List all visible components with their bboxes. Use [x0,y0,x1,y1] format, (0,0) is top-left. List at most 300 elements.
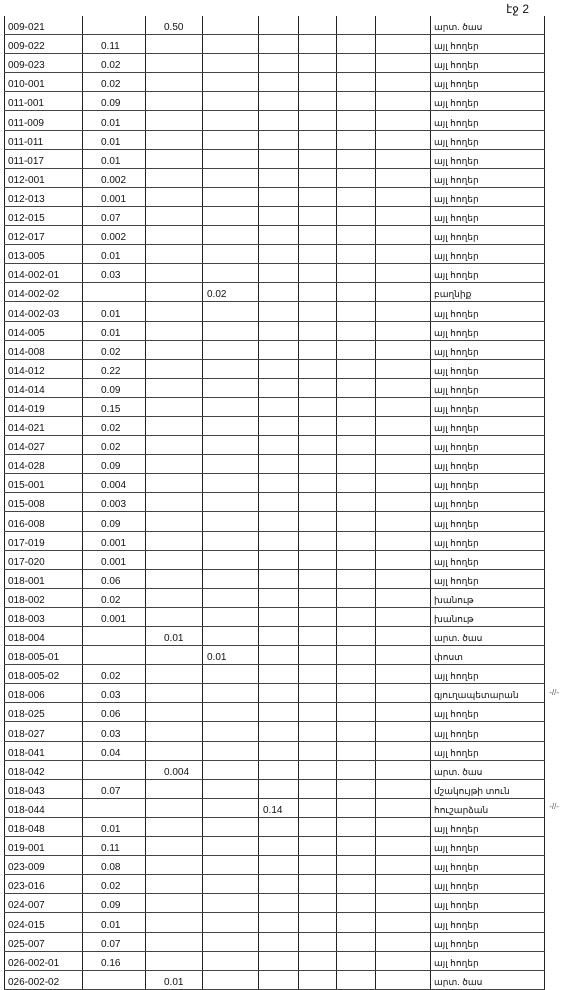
area-value-cell: 0.03 [83,684,146,703]
area-value-cell [259,607,299,626]
area-value-cell [146,703,203,722]
area-value-cell [203,111,259,130]
table-row [5,264,545,283]
area-value-cell [146,894,203,913]
area-value-cell [337,493,376,512]
area-value-cell [146,35,203,54]
area-value-cell [146,455,203,474]
parcel-code-cell: 012-013 [5,187,83,206]
area-value-cell [337,226,376,245]
area-value-cell [259,226,299,245]
parcel-code-cell: 014-002-01 [5,264,83,283]
area-value-cell [376,226,431,245]
area-value-cell [203,569,259,588]
parcel-code-cell: 014-027 [5,436,83,455]
area-value-cell: 0.02 [203,283,259,302]
area-value-cell [259,550,299,569]
land-use-cell: այլ հողեր [431,245,545,264]
area-value-cell [259,875,299,894]
area-value-cell [146,436,203,455]
table-row [5,894,545,913]
page-number: էջ 2 [506,2,529,16]
area-value-cell [203,378,259,397]
area-value-cell [299,837,337,856]
area-value-cell [299,359,337,378]
land-use-cell: արտ. ծաս [431,16,545,35]
area-value-cell [299,92,337,111]
area-value-cell [376,321,431,340]
area-value-cell [376,92,431,111]
area-value-cell [203,627,259,646]
area-value-cell [299,206,337,225]
parcel-code-cell: 018-002 [5,588,83,607]
table-row [5,760,545,779]
parcel-code-cell: 010-001 [5,73,83,92]
area-value-cell [299,245,337,264]
area-value-cell [259,894,299,913]
area-value-cell [146,149,203,168]
area-value-cell [376,206,431,225]
area-value-cell [203,779,259,798]
area-value-cell [259,416,299,435]
area-value-cell [337,531,376,550]
area-value-cell [259,54,299,73]
area-value-cell [337,340,376,359]
table-row [5,206,545,225]
area-value-cell: 0.15 [83,397,146,416]
area-value-cell [203,187,259,206]
area-value-cell [337,607,376,626]
area-value-cell [259,627,299,646]
area-value-cell [259,436,299,455]
area-value-cell [259,35,299,54]
table-row [5,130,545,149]
area-value-cell [259,283,299,302]
land-use-cell: այլ հողեր [431,378,545,397]
area-value-cell [299,378,337,397]
area-value-cell: 0.02 [83,875,146,894]
area-value-cell [259,92,299,111]
area-value-cell [299,340,337,359]
area-value-cell [299,951,337,970]
table-row [5,588,545,607]
area-value-cell [337,703,376,722]
table-row [5,378,545,397]
area-value-cell: 0.01 [83,302,146,321]
area-value-cell [203,54,259,73]
area-value-cell [376,550,431,569]
land-use-cell: այլ հողեր [431,455,545,474]
area-value-cell [259,321,299,340]
parcel-code-cell: 024-007 [5,894,83,913]
land-use-cell: այլ հողեր [431,149,545,168]
area-value-cell [299,550,337,569]
area-value-cell [146,951,203,970]
table-row [5,970,545,989]
area-value-cell [146,798,203,817]
area-value-cell [259,378,299,397]
area-value-cell [299,283,337,302]
land-use-cell: այլ հողեր [431,932,545,951]
area-value-cell [337,416,376,435]
table-row [5,54,545,73]
area-value-cell: 0.22 [83,359,146,378]
parcel-code-cell: 009-022 [5,35,83,54]
land-use-cell: այլ հողեր [431,302,545,321]
land-use-cell: այլ հողեր [431,416,545,435]
area-value-cell [299,130,337,149]
area-value-cell [299,187,337,206]
area-value-cell [146,856,203,875]
land-use-cell: այլ հողեր [431,206,545,225]
area-value-cell [203,550,259,569]
area-value-cell [299,722,337,741]
parcel-code-cell: 009-023 [5,54,83,73]
parcel-code-cell: 025-007 [5,932,83,951]
area-value-cell: 0.01 [83,130,146,149]
area-value-cell [376,512,431,531]
area-value-cell [337,35,376,54]
land-use-cell: այլ հողեր [431,111,545,130]
area-value-cell [203,741,259,760]
land-use-cell: այլ հողեր [431,54,545,73]
land-use-cell: հուշարձան [431,798,545,817]
area-value-cell: 0.02 [83,588,146,607]
area-value-cell [259,722,299,741]
table-row [5,550,545,569]
area-value-cell [259,837,299,856]
table-row [5,436,545,455]
area-value-cell [259,646,299,665]
area-value-cell [376,493,431,512]
table-row [5,627,545,646]
area-value-cell [259,932,299,951]
land-use-cell: այլ հողեր [431,665,545,684]
area-value-cell [337,54,376,73]
land-use-cell: արտ. ծաս [431,760,545,779]
area-value-cell: 0.01 [83,149,146,168]
area-value-cell [146,684,203,703]
area-value-cell [376,35,431,54]
table-row [5,283,545,302]
area-value-cell [337,283,376,302]
area-value-cell [376,378,431,397]
table-row [5,798,545,817]
land-use-cell: խանութ [431,588,545,607]
table-row [5,913,545,932]
area-value-cell [83,16,146,35]
area-value-cell [376,397,431,416]
land-use-cell: արտ. ծաս [431,970,545,989]
parcel-code-cell: 018-004 [5,627,83,646]
area-value-cell [203,321,259,340]
land-use-cell: այլ հողեր [431,35,545,54]
table-row [5,416,545,435]
area-value-cell [146,722,203,741]
area-value-cell: 0.06 [83,703,146,722]
land-use-cell: այլ հողեր [431,226,545,245]
area-value-cell: 0.004 [83,474,146,493]
parcel-code-cell: 018-027 [5,722,83,741]
area-value-cell [146,416,203,435]
area-value-cell [376,798,431,817]
table-row [5,73,545,92]
area-value-cell [203,397,259,416]
table-row [5,187,545,206]
parcel-code-cell: 014-008 [5,340,83,359]
table-row [5,722,545,741]
table-row [5,493,545,512]
area-value-cell [299,416,337,435]
land-use-cell: այլ հողեր [431,856,545,875]
area-value-cell [299,875,337,894]
area-value-cell [259,359,299,378]
area-value-cell [203,913,259,932]
area-value-cell [376,569,431,588]
area-value-cell [376,54,431,73]
area-value-cell [146,359,203,378]
parcel-code-cell: 014-012 [5,359,83,378]
area-value-cell [146,512,203,531]
area-value-cell [259,779,299,798]
area-value-cell: 0.16 [83,951,146,970]
parcel-code-cell: 014-019 [5,397,83,416]
area-value-cell [203,168,259,187]
area-value-cell [146,187,203,206]
area-value-cell [203,130,259,149]
area-value-cell [337,798,376,817]
area-value-cell [337,550,376,569]
area-value-cell [376,588,431,607]
table-row [5,932,545,951]
area-value-cell [203,856,259,875]
area-value-cell [259,264,299,283]
area-value-cell [299,646,337,665]
table-row [5,607,545,626]
area-value-cell [259,703,299,722]
land-use-cell: այլ հողեր [431,722,545,741]
area-value-cell [376,416,431,435]
area-value-cell [376,149,431,168]
table-row [5,149,545,168]
area-value-cell [203,206,259,225]
area-value-cell [376,913,431,932]
table-row [5,646,545,665]
area-value-cell [146,875,203,894]
area-value-cell [337,302,376,321]
area-value-cell [146,588,203,607]
area-value-cell [376,875,431,894]
area-value-cell [376,779,431,798]
area-value-cell [259,73,299,92]
area-value-cell: 0.01 [203,646,259,665]
area-value-cell [337,321,376,340]
land-use-cell: այլ հողեր [431,894,545,913]
area-value-cell [146,54,203,73]
area-value-cell: 0.08 [83,856,146,875]
area-value-cell [146,397,203,416]
area-value-cell [299,970,337,989]
area-value-cell [83,646,146,665]
parcel-code-cell: 018-041 [5,741,83,760]
table-row [5,569,545,588]
area-value-cell [203,455,259,474]
area-value-cell [203,16,259,35]
land-use-cell: այլ հողեր [431,837,545,856]
table-row [5,665,545,684]
area-value-cell [146,474,203,493]
area-value-cell: 0.01 [83,913,146,932]
parcel-code-cell: 014-005 [5,321,83,340]
area-value-cell [337,817,376,836]
area-value-cell: 0.50 [146,16,203,35]
area-value-cell [337,111,376,130]
land-use-cell: մշակույթի տուն [431,779,545,798]
parcel-code-cell: 011-017 [5,149,83,168]
area-value-cell [259,665,299,684]
land-use-cell: այլ հողեր [431,741,545,760]
land-use-cell: այլ հողեր [431,187,545,206]
area-value-cell [299,512,337,531]
parcel-code-cell: 014-014 [5,378,83,397]
area-value-cell: 0.03 [83,264,146,283]
area-value-cell [299,607,337,626]
area-value-cell [146,92,203,111]
area-value-cell: 0.001 [83,187,146,206]
area-value-cell [146,665,203,684]
area-value-cell [299,665,337,684]
area-value-cell [299,302,337,321]
area-value-cell [376,627,431,646]
area-value-cell [203,703,259,722]
area-value-cell: 0.002 [83,168,146,187]
area-value-cell [146,206,203,225]
area-value-cell [259,569,299,588]
area-value-cell [376,741,431,760]
area-value-cell [376,436,431,455]
table-row [5,302,545,321]
area-value-cell [146,226,203,245]
area-value-cell: 0.11 [83,837,146,856]
area-value-cell [299,493,337,512]
area-value-cell [203,340,259,359]
parcel-code-cell: 016-008 [5,512,83,531]
area-value-cell [299,569,337,588]
area-value-cell [146,168,203,187]
table-row [5,397,545,416]
land-use-cell: այլ հողեր [431,130,545,149]
area-value-cell [337,569,376,588]
area-value-cell [337,741,376,760]
area-value-cell [146,283,203,302]
land-use-cell: այլ հողեր [431,73,545,92]
land-use-cell: գյուղապետարան [431,684,545,703]
area-value-cell [203,416,259,435]
area-value-cell [299,703,337,722]
land-use-cell: այլ հողեր [431,359,545,378]
parcel-code-cell: 018-006 [5,684,83,703]
area-value-cell [376,130,431,149]
area-value-cell [146,378,203,397]
area-value-cell [146,321,203,340]
area-value-cell [259,970,299,989]
area-value-cell [376,359,431,378]
area-value-cell [203,226,259,245]
area-value-cell [299,149,337,168]
table-row [5,455,545,474]
area-value-cell [259,817,299,836]
margin-mark: -//- [549,802,559,811]
table-row [5,359,545,378]
table-row [5,951,545,970]
area-value-cell [203,264,259,283]
land-use-cell: այլ հողեր [431,321,545,340]
land-use-cell: այլ հողեր [431,569,545,588]
area-value-cell [299,397,337,416]
parcel-code-cell: 018-001 [5,569,83,588]
area-value-cell [337,856,376,875]
area-value-cell: 0.02 [83,665,146,684]
area-value-cell: 0.01 [146,627,203,646]
area-value-cell [259,302,299,321]
table-row [5,111,545,130]
area-value-cell [203,588,259,607]
area-value-cell [299,779,337,798]
area-value-cell: 0.07 [83,206,146,225]
parcel-code-cell: 023-009 [5,856,83,875]
land-use-cell: այլ հողեր [431,512,545,531]
land-use-cell: բաղնիք [431,283,545,302]
table-row [5,16,545,35]
parcel-code-cell: 009-021 [5,16,83,35]
area-value-cell [376,187,431,206]
land-use-cell: փոստ [431,646,545,665]
area-value-cell: 0.02 [83,340,146,359]
area-value-cell [146,340,203,359]
parcel-code-cell: 015-008 [5,493,83,512]
area-value-cell [146,741,203,760]
area-value-cell [146,111,203,130]
area-value-cell [337,455,376,474]
land-use-cell: այլ հողեր [431,531,545,550]
parcel-code-cell: 018-042 [5,760,83,779]
area-value-cell [146,913,203,932]
area-value-cell [376,455,431,474]
land-use-cell: արտ. ծաս [431,627,545,646]
area-value-cell [337,875,376,894]
area-value-cell [259,245,299,264]
parcel-code-cell: 023-016 [5,875,83,894]
area-value-cell [146,130,203,149]
area-value-cell [146,493,203,512]
area-value-cell [146,932,203,951]
area-value-cell [146,531,203,550]
area-value-cell [203,798,259,817]
area-value-cell [259,397,299,416]
area-value-cell [203,73,259,92]
parcel-code-cell: 018-005-01 [5,646,83,665]
area-value-cell [203,512,259,531]
area-value-cell [299,35,337,54]
table-row [5,340,545,359]
area-value-cell [299,894,337,913]
area-value-cell [146,302,203,321]
land-use-cell: այլ հողեր [431,550,545,569]
area-value-cell [376,264,431,283]
area-value-cell [146,817,203,836]
area-value-cell [376,665,431,684]
area-value-cell [259,684,299,703]
